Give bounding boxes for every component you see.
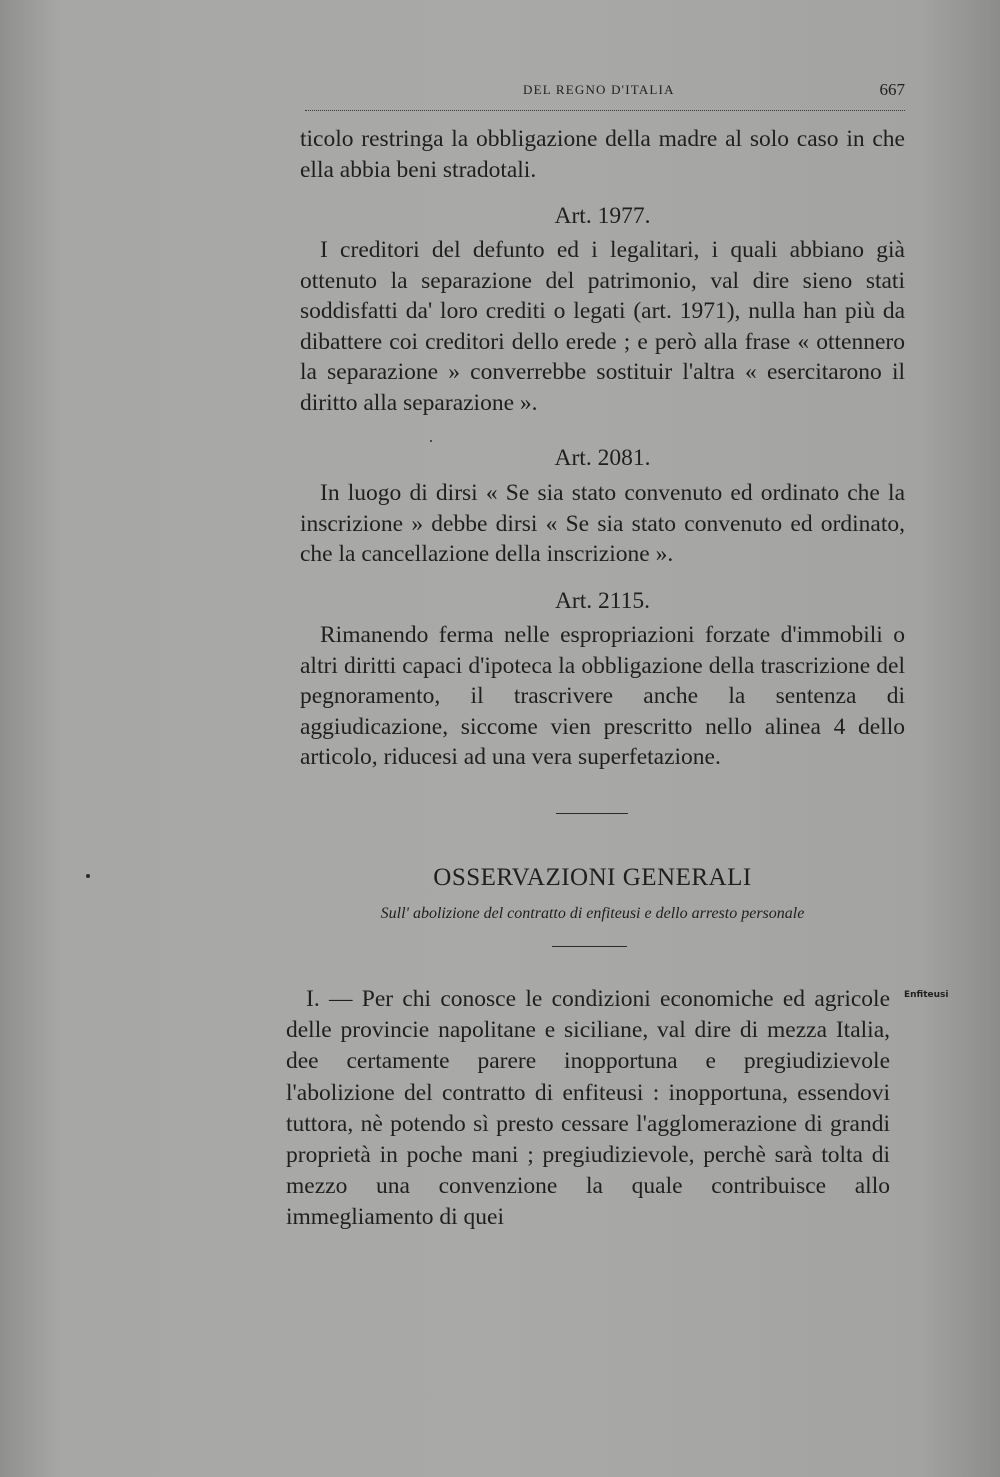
margin-note: Enfiteusi	[904, 990, 949, 1000]
running-header	[305, 80, 905, 111]
paragraph-art-1977	[300, 235, 905, 418]
paragraph-text: I creditori del defunto ed i legalitari, i quali abbiano già ottenuto la separazione del patrimonio, val dire sieno stati soddisfatti da' loro crediti o legati (art. 1971), nulla han più da dibattere coi creditori dello erede ; e però alla frase « ottennero la separazione » converrebbe sostituir l'altra « esercitarono il diritto alla separazione ».	[300, 237, 905, 416]
paragraph-text: In luogo di dirsi « Se sia stato convenuto ed ordinato che la inscrizione » debbe dirsi « Se sia stato convenuto ed ordinato, che la cancellazione della inscrizione ».	[300, 480, 905, 567]
paragraph-continuation: ticolo restringa la obbligazione della madre al solo caso in che ella abbia beni stradotali.	[300, 126, 905, 183]
section-divider-top	[556, 813, 628, 814]
paragraph-section-i	[286, 984, 890, 1234]
section-divider-bottom	[552, 946, 627, 947]
running-title: DEL REGNO D'ITALIA	[523, 82, 675, 97]
paragraph-art-2081	[300, 478, 905, 570]
article-heading-1977: Art. 1977.	[554, 203, 651, 229]
article-heading-2115: Art. 2115.	[554, 588, 651, 614]
paragraph-art-2115	[300, 620, 905, 773]
ink-spot	[86, 874, 90, 878]
section-title: OSSERVAZIONI GENERALI	[433, 864, 752, 891]
article-heading-2081: Art. 2081.	[554, 445, 651, 471]
paragraph-text: Rimanendo ferma nelle espropriazioni forzate d'immobili o altri diritti capaci d'ipoteca la obbligazione della trascrizione del pegnoramento, il trascrivere anche la sentenza di aggiudicazione, siccome vien prescritto nello alinea 4 dello articolo, riducesi ad una vera superfetazione.	[300, 622, 905, 770]
section-subtitle: Sull' abolizione del contratto di enfiteusi e dello arresto personale	[380, 905, 805, 922]
paragraph-text: I. — Per chi conosce le condizioni economiche ed agricole delle provincie napolitane e siciliane, val dire di mezza Italia, dee certamente parere inopportuna e pregiudizievole l'abolizione del contratto di enfiteusi : inopportuna, essendovi tuttora, nè potendo sì presto cessare l'agglomerazione di grandi proprietà in poche mani ; pregiudizievole, perchè sarà tolta di mezzo una convenzione la quale contribuisce allo immegliamento di quei	[286, 986, 890, 1231]
ink-spot	[430, 440, 432, 442]
page-number: 667	[879, 80, 905, 99]
